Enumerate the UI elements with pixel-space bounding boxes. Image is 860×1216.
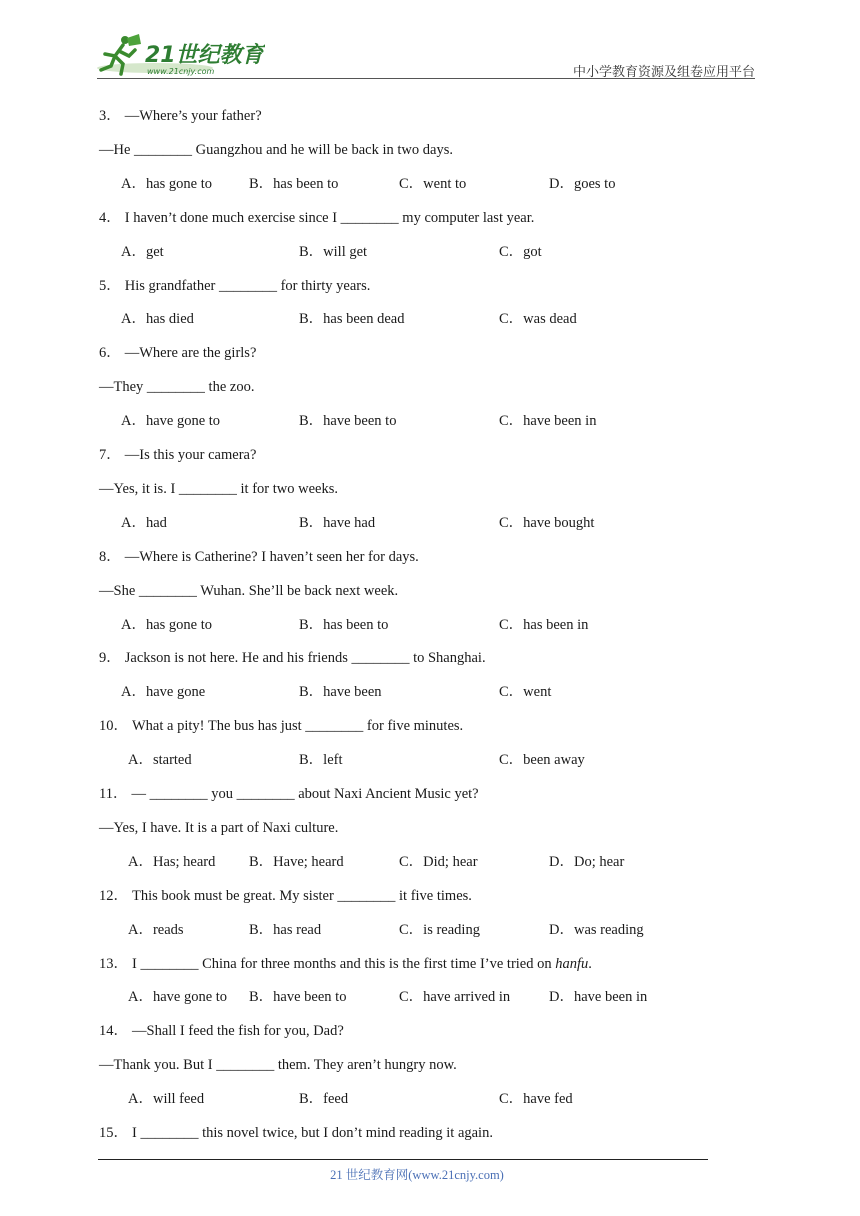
answer-option-b[interactable]: B．Have; heard bbox=[249, 853, 344, 870]
question-response bbox=[99, 1056, 457, 1074]
answer-option-c[interactable]: C．went to bbox=[399, 175, 467, 192]
site-logo bbox=[95, 34, 265, 78]
question-text: — ________ you ________ about Naxi Ancient Music yet? bbox=[131, 786, 479, 802]
question-text: His grandfather ________ for thirty years. bbox=[124, 277, 371, 294]
italic-term: hanfu bbox=[555, 955, 589, 972]
logo-url: www.21cnjy.com bbox=[147, 67, 215, 76]
question-number: 14． bbox=[99, 1023, 128, 1040]
answer-option-c[interactable]: C．is reading bbox=[399, 921, 480, 938]
question-text: —Yes, I have. It is a part of Naxi culture. bbox=[99, 819, 339, 836]
answer-option-b[interactable]: B．has read bbox=[249, 921, 322, 938]
question-stem bbox=[99, 446, 256, 464]
question-text: —Yes, it is. I ________ it for two weeks. bbox=[99, 480, 338, 497]
question-number: 4． bbox=[99, 209, 121, 226]
answer-option-c[interactable]: C．have arrived in bbox=[399, 989, 511, 1006]
question-stem bbox=[99, 107, 262, 125]
answer-option-a[interactable]: A．get bbox=[121, 243, 164, 260]
answer-option-c[interactable]: C．has been in bbox=[499, 616, 589, 633]
question-response bbox=[99, 480, 338, 498]
answer-option-a[interactable]: A．Has; heard bbox=[128, 853, 216, 870]
question-number: 5． bbox=[99, 277, 121, 294]
question-response bbox=[99, 141, 453, 159]
question-response bbox=[99, 582, 398, 600]
question-text: —She ________ Wuhan. She’ll be back next week. bbox=[99, 582, 399, 599]
answer-option-a[interactable]: A．have gone to bbox=[121, 413, 221, 430]
answer-option-b[interactable]: B．feed bbox=[299, 1091, 349, 1108]
question-text: I ________ this novel twice, but I don’t mind reading it again. bbox=[132, 1125, 493, 1141]
question-text: —Is this your camera? bbox=[124, 447, 257, 463]
question-number: 12． bbox=[99, 887, 128, 904]
question-stem bbox=[99, 344, 256, 362]
header-divider bbox=[97, 78, 755, 79]
answer-option-b[interactable]: B．left bbox=[299, 752, 343, 769]
answer-option-c[interactable]: C．have fed bbox=[499, 1091, 573, 1108]
sentence-end: . bbox=[588, 955, 592, 972]
question-stem bbox=[99, 785, 479, 803]
answer-option-d[interactable]: D．was reading bbox=[549, 921, 644, 938]
question-number: 8． bbox=[99, 548, 121, 565]
answer-option-c[interactable]: C．have bought bbox=[499, 514, 595, 531]
answer-option-b[interactable]: B．have been to bbox=[249, 989, 347, 1006]
answer-option-a[interactable]: A．have gone to bbox=[128, 989, 228, 1006]
answer-option-c[interactable]: C．been away bbox=[499, 752, 585, 769]
question-text: Jackson is not here. He and his friends ________ to Shanghai. bbox=[124, 650, 486, 667]
answer-option-a[interactable]: A．will feed bbox=[128, 1091, 205, 1108]
question-number: 7． bbox=[99, 447, 121, 463]
question-text: —Thank you. But I ________ them. They aren’t hungry now. bbox=[99, 1057, 457, 1074]
answer-option-c[interactable]: C．got bbox=[499, 243, 542, 260]
answer-option-b[interactable]: B．has been to bbox=[249, 175, 339, 192]
question-number: 11． bbox=[99, 786, 128, 802]
answer-option-a[interactable]: A．have gone bbox=[121, 684, 206, 701]
question-stem bbox=[99, 887, 472, 905]
question-number: 10． bbox=[99, 718, 128, 735]
question-text: What a pity! The bus has just ________ for five minutes. bbox=[132, 718, 464, 735]
answer-option-c[interactable]: C．have been in bbox=[499, 413, 597, 430]
answer-option-a[interactable]: A．has died bbox=[121, 311, 194, 328]
footer-text: 21 世纪教育网(www.21cnjy.com) bbox=[330, 1168, 504, 1182]
page-header bbox=[0, 0, 860, 90]
question-text: —Shall I feed the fish for you, Dad? bbox=[132, 1023, 344, 1040]
footer-divider bbox=[98, 1159, 708, 1160]
question-response bbox=[99, 378, 254, 396]
answer-option-d[interactable]: D．goes to bbox=[549, 175, 616, 192]
answer-option-b[interactable]: B．have been to bbox=[299, 413, 397, 430]
question-text: —He ________ Guangzhou and he will be back in two days. bbox=[99, 141, 453, 158]
answer-option-a[interactable]: A．has gone to bbox=[121, 175, 213, 192]
question-stem bbox=[99, 209, 534, 227]
answer-option-d[interactable]: D．have been in bbox=[549, 989, 648, 1006]
logo-text: 21世纪教育 bbox=[145, 43, 264, 68]
question-text: I ________ China for three months and this is the first time I’ve tried on bbox=[132, 955, 556, 972]
question-stem bbox=[99, 649, 486, 667]
question-text: —Where’s your father? bbox=[124, 108, 262, 124]
answer-option-c[interactable]: C．went bbox=[499, 684, 552, 701]
question-stem bbox=[99, 1124, 493, 1142]
answer-option-c[interactable]: C．was dead bbox=[499, 311, 577, 328]
answer-option-b[interactable]: B．have had bbox=[299, 514, 376, 531]
answer-option-a[interactable]: A．reads bbox=[128, 921, 184, 938]
question-number: 9． bbox=[99, 650, 121, 667]
answer-option-b[interactable]: B．has been dead bbox=[299, 311, 405, 328]
answer-option-d[interactable]: D．Do; hear bbox=[549, 853, 625, 870]
question-stem bbox=[99, 548, 419, 566]
answer-option-b[interactable]: B．have been bbox=[299, 684, 382, 701]
question-response bbox=[99, 819, 338, 837]
answer-option-b[interactable]: B．has been to bbox=[299, 616, 389, 633]
page-footer bbox=[0, 1165, 860, 1183]
question-stem bbox=[99, 1022, 344, 1040]
question-number: 13． bbox=[99, 955, 128, 972]
question-stem bbox=[99, 717, 463, 735]
answer-option-b[interactable]: B．will get bbox=[299, 243, 368, 260]
question-text: —Where are the girls? bbox=[124, 345, 257, 362]
question-stem bbox=[99, 955, 592, 973]
answer-option-a[interactable]: A．had bbox=[121, 514, 167, 531]
question-text: —They ________ the zoo. bbox=[99, 379, 255, 396]
question-text: —Where is Catherine? I haven’t seen her for days. bbox=[124, 548, 419, 565]
question-number: 3． bbox=[99, 108, 121, 124]
question-stem bbox=[99, 277, 370, 295]
platform-name: 中小学教育资源及组卷应用平台 bbox=[572, 65, 755, 80]
answer-option-c[interactable]: C．Did; hear bbox=[399, 853, 478, 870]
question-text: This book must be great. My sister ________ it five times. bbox=[132, 887, 472, 904]
question-text: I haven’t done much exercise since I ________ my computer last year. bbox=[124, 209, 535, 226]
answer-option-a[interactable]: A．started bbox=[128, 752, 192, 769]
question-number: 6． bbox=[99, 345, 121, 362]
answer-option-a[interactable]: A．has gone to bbox=[121, 616, 213, 633]
question-number: 15． bbox=[99, 1125, 128, 1141]
